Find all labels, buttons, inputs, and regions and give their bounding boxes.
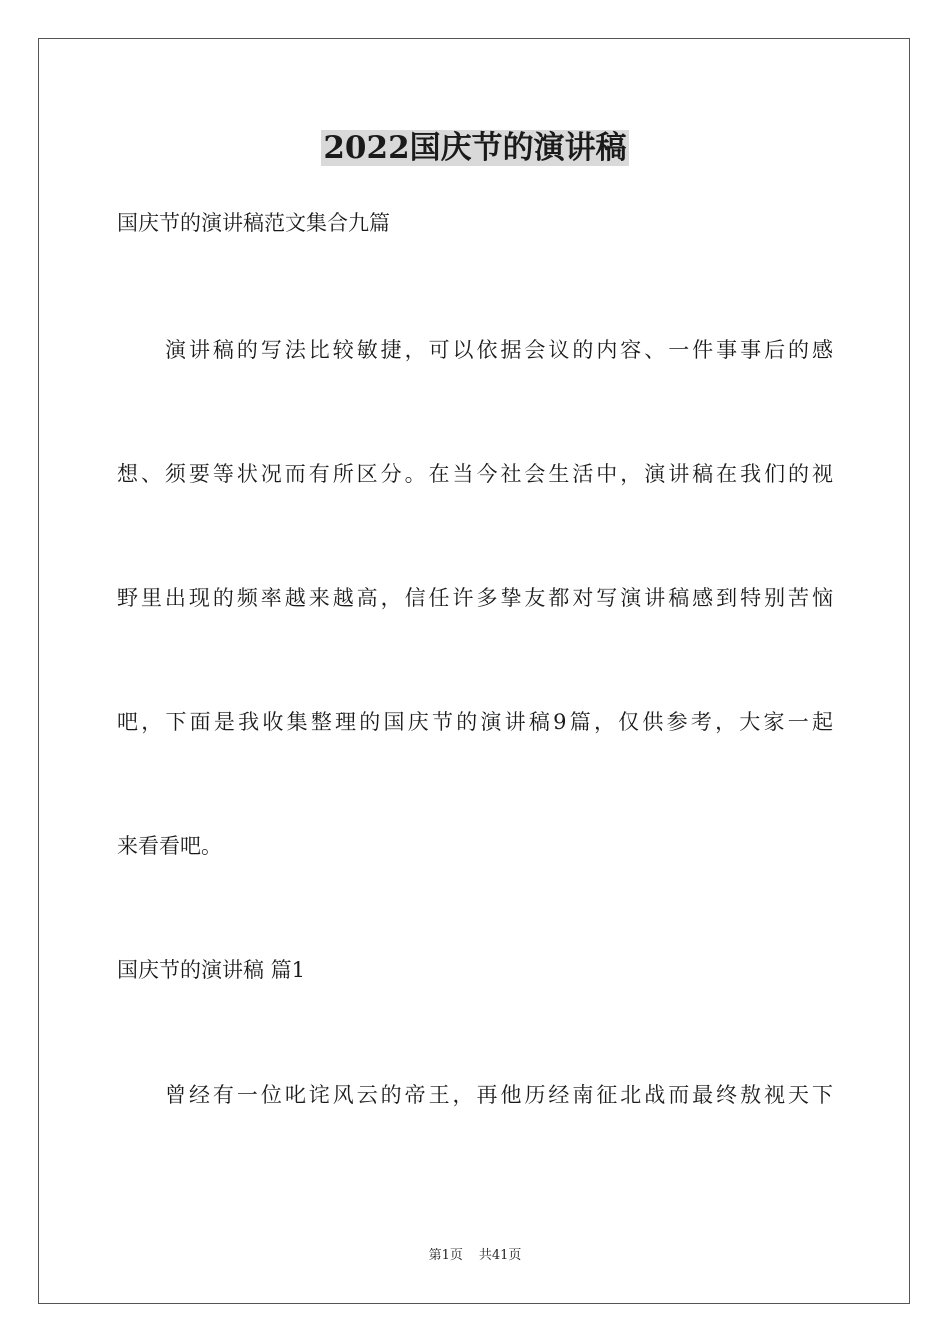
document-title-text: 2022国庆节的演讲稿 <box>323 130 627 166</box>
page-footer <box>0 1246 950 1266</box>
intro-line-4: 吧，下面是我收集整理的国庆节的演讲稿9篇，仅供参考，大家一起 <box>117 710 833 734</box>
page-total: 共41页 <box>478 1248 522 1263</box>
intro-line-1: 演讲稿的写法比较敏捷，可以依据会议的内容、一件事事后的感 <box>165 338 833 362</box>
document-subtitle: 国庆节的演讲稿范文集合九篇 <box>117 211 390 235</box>
section-heading: 国庆节的演讲稿 篇1 <box>117 958 306 982</box>
page-number: 第1页 <box>428 1248 463 1263</box>
section-line-1: 曾经有一位叱诧风云的帝王，再他历经南征北战而最终敖视天下 <box>165 1083 833 1107</box>
intro-line-2: 想、须要等状况而有所区分。在当今社会生活中，演讲稿在我们的视 <box>117 462 833 486</box>
document-title <box>0 126 950 170</box>
intro-line-3: 野里出现的频率越来越高，信任许多挚友都对写演讲稿感到特别苦恼 <box>117 586 833 610</box>
intro-line-5: 来看看吧。 <box>117 834 222 858</box>
